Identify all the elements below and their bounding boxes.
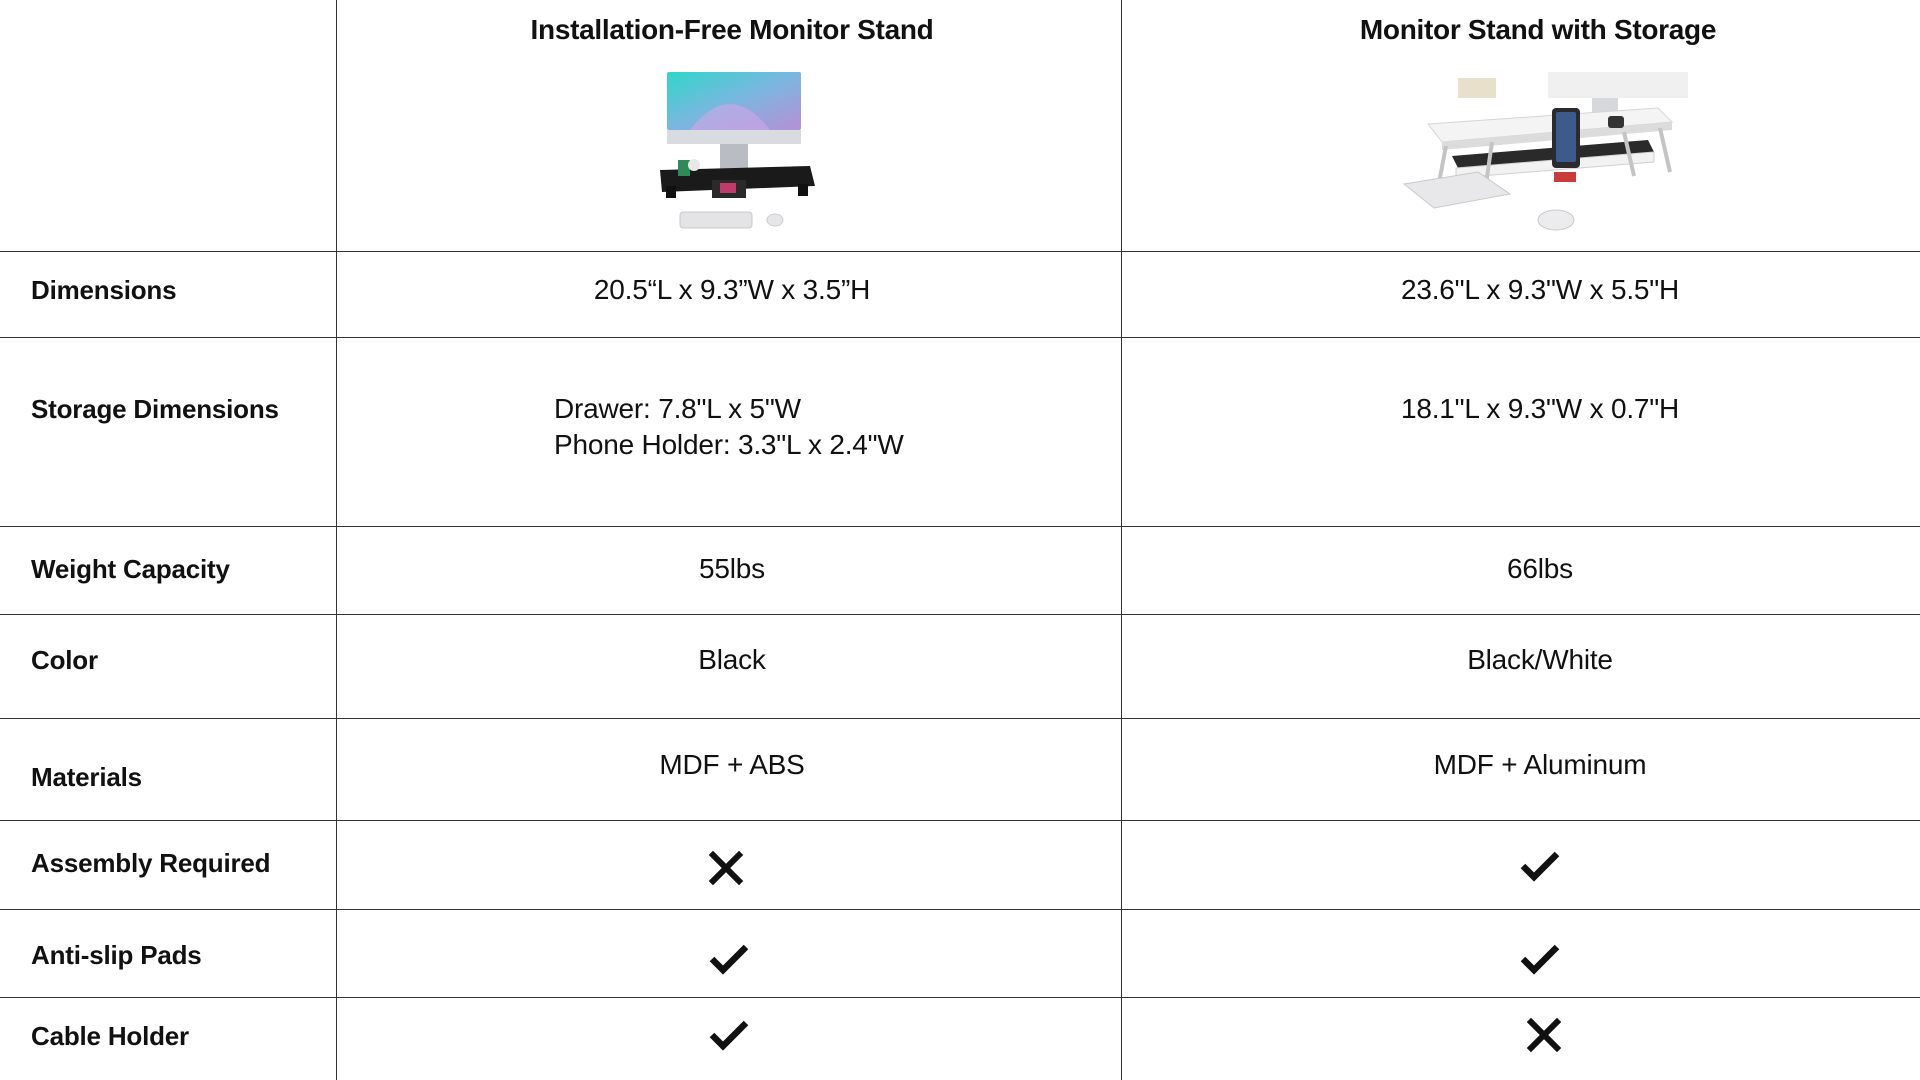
value-weight-installation-free: 55lbs [699,553,765,584]
row-divider [0,718,1920,719]
value-storage-with-storage: 18.1"L x 9.3"W x 0.7"H [1400,393,1680,424]
value-dimensions-installation-free: 20.5“L x 9.3”W x 3.5”H [593,274,871,305]
row-label-cable-holder: Cable Holder [31,1021,189,1051]
storage-phone-holder-line: Phone Holder: 3.3"L x 2.4"W [554,429,904,460]
row-label-materials: Materials [31,762,142,792]
row-divider [0,526,1920,527]
column-header-with-storage: Monitor Stand with Storage [1359,14,1717,45]
row-divider [0,337,1920,338]
row-divider [0,251,1920,252]
row-divider [0,909,1920,910]
column-header-installation-free: Installation-Free Monitor Stand [530,14,934,45]
column-divider [336,0,337,1080]
value-color-with-storage: Black/White [1467,644,1613,675]
storage-drawer-line: Drawer: 7.8"L x 5"W [554,393,801,424]
check-icon [709,1019,749,1051]
row-label-weight-capacity: Weight Capacity [31,554,230,584]
row-label-storage-dimensions: Storage Dimensions [31,394,279,424]
cross-icon [1527,1018,1561,1052]
row-label-assembly-required: Assembly Required [31,848,271,878]
row-divider [0,614,1920,615]
check-icon [1520,850,1560,882]
value-storage-installation-free [554,391,904,463]
row-label-anti-slip-pads: Anti-slip Pads [31,940,202,970]
value-dimensions-with-storage: 23.6"L x 9.3"W x 5.5"H [1400,274,1680,305]
black-monitor-stand-image [650,68,820,233]
value-materials-installation-free: MDF + ABS [659,749,805,780]
value-materials-with-storage: MDF + Aluminum [1433,749,1647,780]
white-monitor-stand-image [1398,72,1690,244]
row-divider [0,997,1920,998]
check-icon [1520,943,1560,975]
check-icon [709,943,749,975]
cross-icon [709,851,743,885]
value-color-installation-free: Black [698,644,766,675]
row-divider [0,820,1920,821]
column-divider [1121,0,1122,1080]
row-label-color: Color [31,645,98,675]
value-weight-with-storage: 66lbs [1507,553,1573,584]
row-label-dimensions: Dimensions [31,275,177,305]
